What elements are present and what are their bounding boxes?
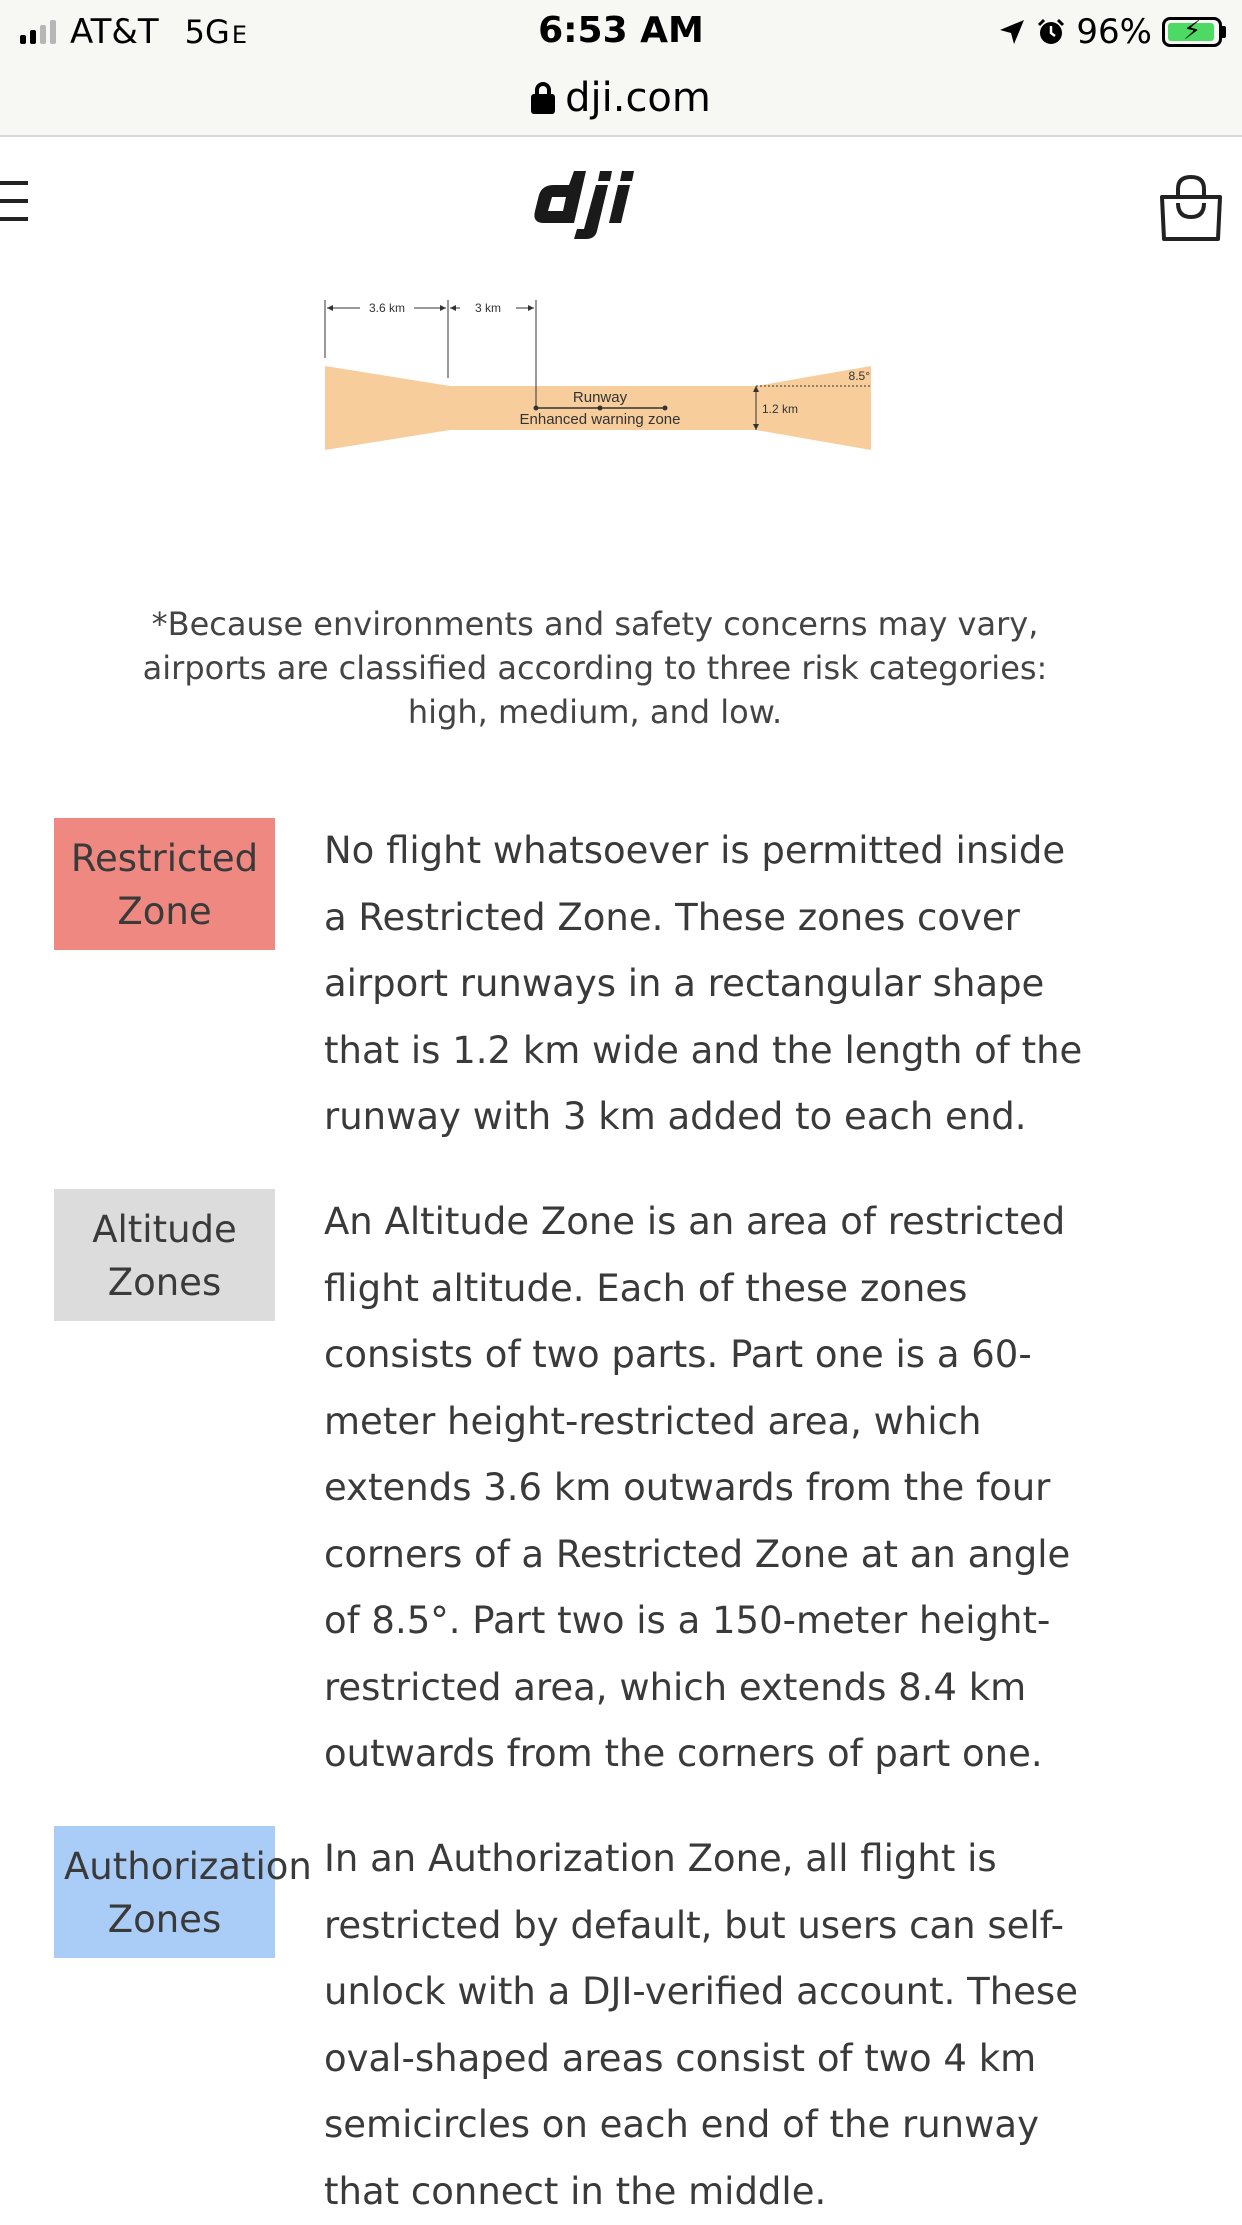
width-1-2-km: 1.2 km xyxy=(762,402,799,416)
risk-categories-footnote: *Because environments and safety concerns may vary, airports are classified according to three risk categories: high, medium, and low. xyxy=(142,605,1048,731)
diagram-left-wedge xyxy=(325,366,450,450)
authorization-zones-description: In an Authorization Zone, all flight is restricted by default, but users can self-unlock with a DJI-verified account. These oval-shaped areas consist of two 4 km semicircles on each end of the runway that connect in the middle. xyxy=(324,1837,1078,2213)
shopping-bag-icon[interactable] xyxy=(1156,173,1226,243)
url-bar[interactable] xyxy=(0,60,1242,137)
angle-8-5: 8.5° xyxy=(848,369,870,383)
runway-label: Runway xyxy=(572,389,628,406)
status-right xyxy=(998,12,1226,52)
altitude-zones-tag xyxy=(54,1189,275,1321)
battery-percent: 96% xyxy=(1076,12,1152,52)
url-text[interactable]: dji.com xyxy=(565,74,711,121)
network-type: 5GE xyxy=(184,13,247,51)
authorization-zones-tag xyxy=(54,1826,312,1958)
status-bar xyxy=(0,0,1242,60)
dimension-3-6-km: 3.6 km xyxy=(368,301,406,315)
restricted-zone-tag xyxy=(54,818,275,950)
authorization-zones-tag-line2: Zones xyxy=(107,1898,222,1941)
location-arrow-icon xyxy=(998,18,1026,46)
alarm-icon xyxy=(1036,17,1066,47)
restricted-zone-tag-line1: Restricted xyxy=(70,837,259,880)
restricted-zone-tag-line2: Zone xyxy=(117,890,212,933)
authorization-zones-tag-line1: Authorization xyxy=(64,1845,312,1888)
warning-zone-label: Enhanced warning zone xyxy=(519,411,681,428)
carrier-name: AT&T xyxy=(70,12,159,52)
battery-charging-icon: ⚡ xyxy=(1162,17,1222,47)
lock-icon xyxy=(531,82,555,114)
site-header xyxy=(0,137,1242,267)
dimension-3-km: 3 km xyxy=(474,301,502,315)
restricted-zone-description: No flight whatsoever is permitted inside a Restricted Zone. These zones cover airport runways in a rectangular shape that is 1.2 km wide and the length of the runway with 3 km added to each end. xyxy=(324,829,1083,1138)
dji-logo[interactable] xyxy=(530,161,660,241)
airport-zone-diagram xyxy=(310,290,890,460)
altitude-zones-description: An Altitude Zone is an area of restricted flight altitude. Each of these zones consists of two parts. Part one is a 60-meter height-restricted area, which extends 3.6 km outwards from the four corners of a Restricted Zone at an angle of 8.5°. Part two is a 150-meter height-restricted area, which extends 8.4 km outwards from the corners of part one. xyxy=(324,1200,1071,1775)
altitude-zones-tag-line1: Altitude xyxy=(92,1208,237,1251)
hamburger-menu-icon[interactable] xyxy=(0,177,30,227)
altitude-zones-tag-line2: Zones xyxy=(107,1261,222,1304)
status-time: 6:53 AM xyxy=(538,10,704,51)
